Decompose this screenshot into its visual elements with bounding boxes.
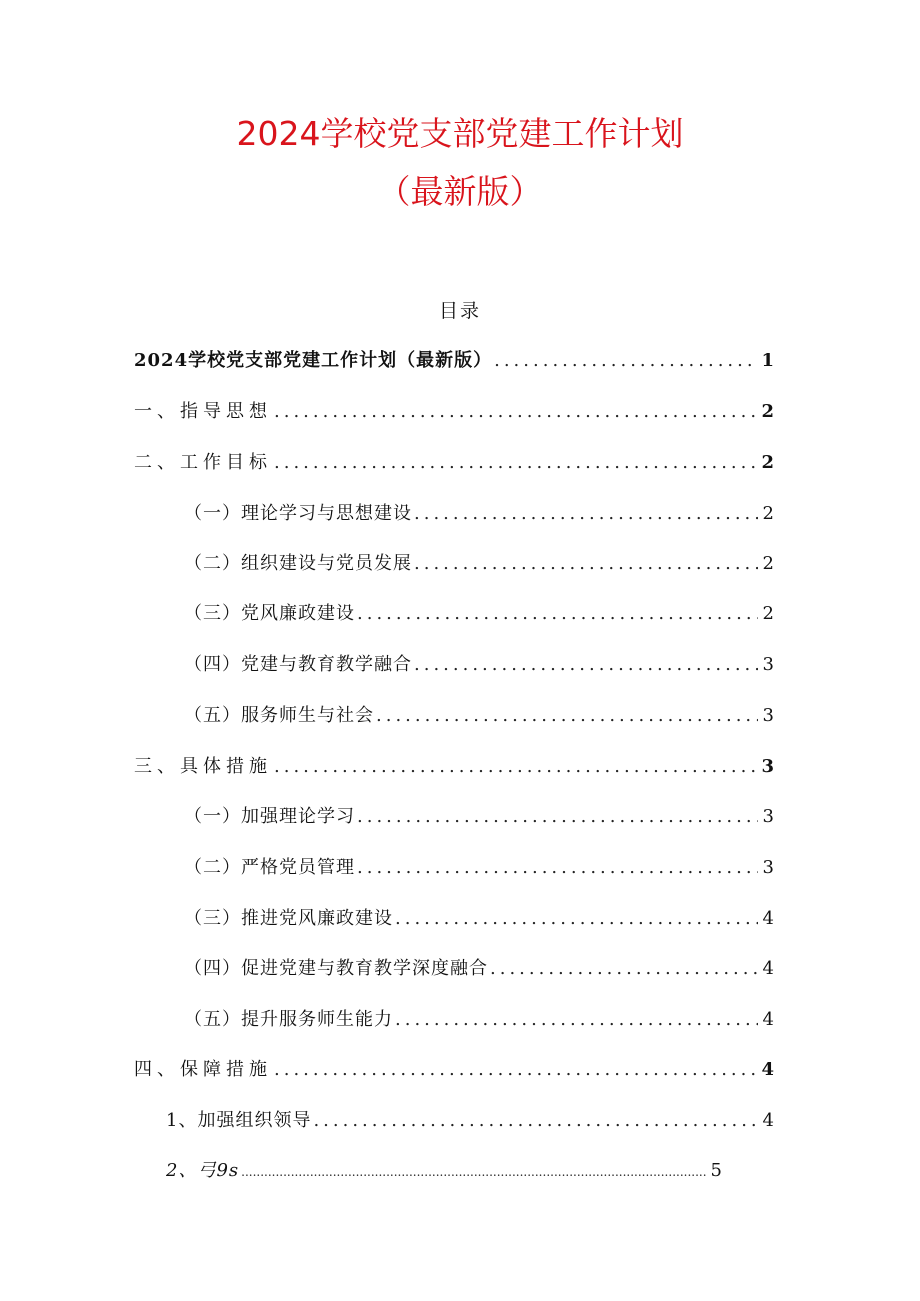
toc-entry-label: 1、加强组织领导 [166,1110,312,1131]
toc-entry-page: 2 [762,503,774,524]
toc-leader-dots [490,954,758,984]
document-title: 2024学校党支部党建工作计划 [236,114,684,153]
toc-leader-dots [274,1055,758,1085]
toc-leader-dots [274,448,758,478]
toc-leader-dots [395,904,758,934]
toc-entry-page: 4 [762,958,774,979]
document-subtitle: （最新版） [377,172,543,211]
toc-entry-page: 2 [761,401,774,422]
toc-entry-label: （四）促进党建与教育教学深度融合 [184,958,488,979]
toc-leader-dots [357,802,758,832]
toc-leader-dots [313,1106,758,1136]
toc-entry-label: 一、指导思想 [134,401,272,422]
toc-entry-label: （一）理论学习与思想建设 [184,503,412,524]
toc-entry-label: 2024学校党支部党建工作计划（最新版） [134,350,493,371]
toc-entry-label: 2、弓9s [166,1160,240,1181]
toc-entry[interactable] [134,448,774,478]
toc-entry-page: 4 [762,1110,774,1131]
toc-entry[interactable] [184,499,774,529]
toc-entry[interactable] [184,954,774,984]
toc-entry-label: 三、具体措施 [134,756,272,777]
toc-entry-label: （二）组织建设与党员发展 [184,553,412,574]
toc-entry-page: 3 [762,806,774,827]
toc-heading: 目录 [438,300,481,322]
toc-entry[interactable] [184,650,774,680]
toc-entry-page: 4 [762,908,774,929]
toc-entry-label: （二）严格党员管理 [184,857,355,878]
toc-entry-page: 3 [762,654,774,675]
toc-leader-dots [274,752,758,782]
toc-entry[interactable] [134,1055,774,1085]
toc-leader-dots [494,346,758,376]
toc-entry-page: 4 [762,1009,774,1030]
toc-entry-label: （三）推进党风廉政建设 [184,908,393,929]
toc-entry[interactable] [184,853,774,883]
toc-entry-page: 3 [761,756,774,777]
toc-leader-dots [414,499,758,529]
toc-entry-page: 5 [710,1160,722,1181]
toc-entry[interactable] [184,1005,774,1035]
toc-leader-dots [357,599,758,629]
toc-entry-page: 2 [761,452,774,473]
toc-leader-dots [376,701,758,731]
toc-entry[interactable] [134,346,774,376]
toc-entry-page: 1 [761,350,774,371]
toc-entry[interactable] [184,599,774,629]
toc-entry-page: 2 [762,603,774,624]
toc-entry-label: （五）服务师生与社会 [184,705,374,726]
toc-leader-dots [414,549,758,579]
toc-leader-dots [241,1157,706,1186]
toc-entry[interactable] [184,549,774,579]
toc-leader-dots [414,650,758,680]
toc-entry-page: 2 [762,553,774,574]
toc-entry[interactable] [134,397,774,427]
toc-entry-label: 二、工作目标 [134,452,272,473]
toc-entry-label: （三）党风廉政建设 [184,603,355,624]
toc-entry[interactable] [184,701,774,731]
toc-entry-page: 3 [762,857,774,878]
toc-entry-label: （一）加强理论学习 [184,806,355,827]
toc-entry[interactable] [184,802,774,832]
toc-leader-dots [357,853,758,883]
toc-entry-label: （四）党建与教育教学融合 [184,654,412,675]
toc-entry[interactable] [134,752,774,782]
toc-entry[interactable] [166,1106,774,1136]
toc-entry[interactable] [184,904,774,934]
toc-entry[interactable] [166,1156,722,1186]
toc-entry-label: （五）提升服务师生能力 [184,1009,393,1030]
toc-leader-dots [274,397,758,427]
toc-entry-page: 4 [761,1059,774,1080]
toc-entry-page: 3 [762,705,774,726]
toc-leader-dots [395,1005,758,1035]
toc-entry-label: 四、保障措施 [134,1059,272,1080]
